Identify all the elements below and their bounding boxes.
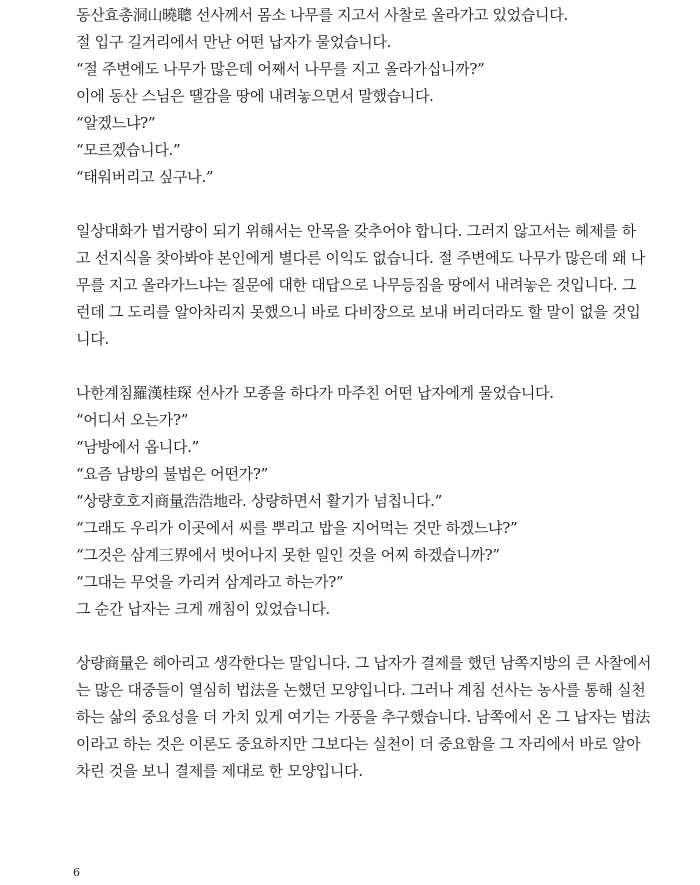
text-line: 이라고 하는 것은 이론도 중요하지만 그보다는 실천이 더 중요함을 그 자리에서 바로 알아	[76, 735, 641, 753]
text-line: 동산효총洞山曉聰 선사께서 몸소 나무를 지고서 사찰로 올라가고 있었습니다.	[76, 6, 568, 24]
text-line: 상량商量은 헤아리고 생각한다는 말입니다. 그 납자가 결제를 했던 남쪽지방의 큰 사찰에서	[76, 654, 652, 672]
paragraph-gap	[76, 623, 636, 650]
text-line: 고 선지식을 찾아봐야 본인에게 별다른 이익도 없습니다. 절 주변에도 나무가 많은데 왜 나	[76, 249, 645, 267]
text-line: 이에 동산 스님은 땔감을 땅에 내려놓으면서 말했습니다.	[76, 87, 434, 105]
text-line: 그 순간 납자는 크게 깨침이 있었습니다.	[76, 600, 330, 618]
text-line: “어디서 오는가?”	[76, 411, 189, 429]
text-line: “절 주변에도 나무가 많은데 어째서 나무를 지고 올라가십니까?”	[76, 60, 485, 78]
text-line: “그것은 삼계三界에서 벗어나지 못한 일인 것을 어찌 하겠습니까?”	[76, 546, 500, 564]
text-line: 나한계침羅漢桂琛 선사가 모종을 하다가 마주친 어떤 납자에게 물었습니다.	[76, 384, 554, 402]
commentary-paragraph-1	[76, 218, 645, 353]
text-line: “알겠느냐?”	[76, 114, 156, 132]
text-line: 니다.	[76, 330, 109, 348]
text-line: 는 많은 대중들이 열심히 법法을 논했던 모양입니다. 그러나 계침 선사는 농사를 통해 실천	[76, 681, 646, 699]
dialogue-block-1	[76, 0, 636, 191]
text-line: “모르겠습니다.”	[76, 141, 181, 159]
text-line: 하는 삶의 중요성을 더 가치 있게 여기는 가풍을 추구했습니다. 남쪽에서 온 그 납자는 법法	[76, 708, 650, 726]
page-number: 6	[73, 866, 80, 879]
commentary-paragraph-2	[76, 650, 652, 785]
text-line: “남방에서 옵니다.”	[76, 438, 200, 456]
text-line: 런데 그 도리를 알아차리지 못했으니 바로 다비장으로 보내 버리더라도 할 말이 없을 것입	[76, 303, 641, 321]
text-line: 절 입구 길거리에서 만난 어떤 납자가 물었습니다.	[76, 33, 392, 51]
text-line: “요즘 남방의 불법은 어떤가?”	[76, 465, 268, 483]
dialogue-block-2	[76, 380, 636, 623]
text-line: “태워버리고 싶구나.”	[76, 168, 214, 186]
text-line: “그래도 우리가 이곳에서 씨를 뿌리고 밥을 지어먹는 것만 하겠느냐?”	[76, 519, 518, 537]
paragraph-gap	[76, 191, 636, 218]
text-line: “상량호호지商量浩浩地라. 상량하면서 활기가 넘칩니다.”	[76, 492, 442, 510]
text-line: 무를 지고 올라가느냐는 질문에 대한 대답으로 나무등짐을 땅에서 내려놓은 것입니다. 그	[76, 276, 636, 294]
paragraph-gap	[76, 353, 636, 380]
page-body	[76, 0, 652, 785]
text-line: 일상대화가 법거량이 되기 위해서는 안목을 갖추어야 합니다. 그러지 않고서는 헤제를 하	[76, 222, 636, 240]
text-line: “그대는 무엇을 가리켜 삼계라고 하는가?”	[76, 573, 344, 591]
text-line: 차린 것을 보니 결제를 제대로 한 모양입니다.	[76, 762, 363, 780]
